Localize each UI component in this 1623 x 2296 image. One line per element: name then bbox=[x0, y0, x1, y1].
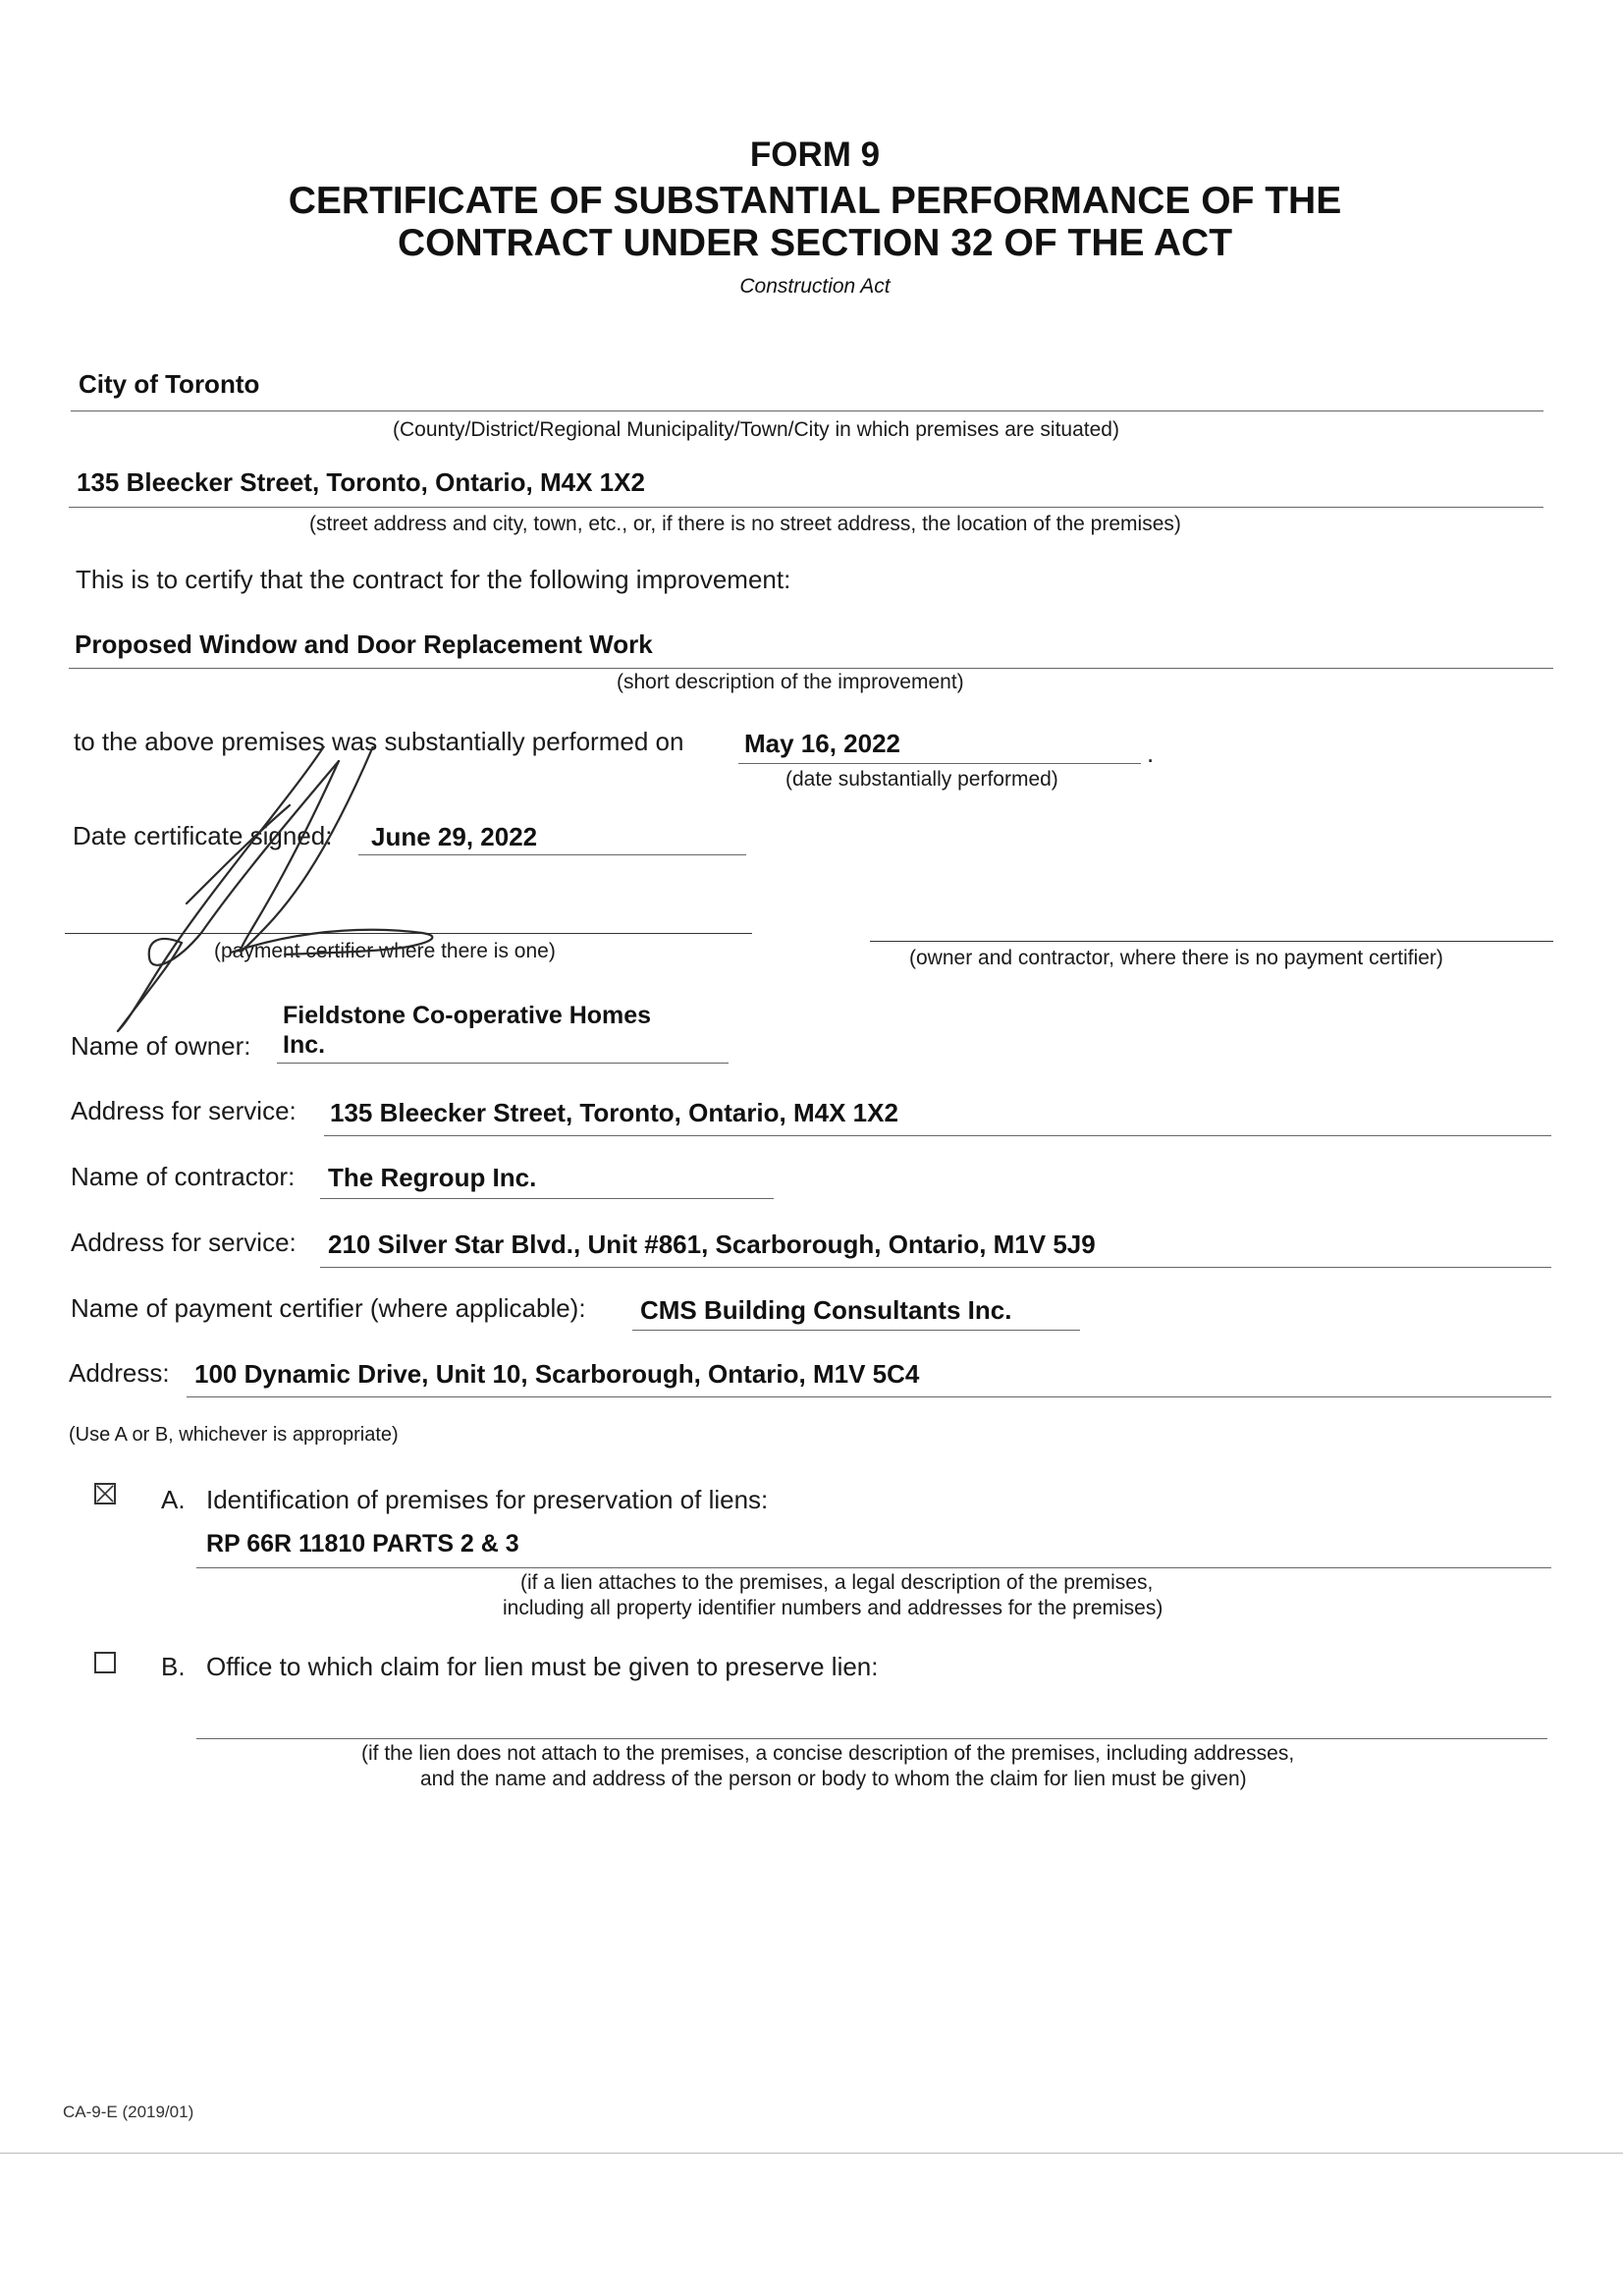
owner-contractor-signature-line bbox=[870, 941, 1553, 942]
form-code: CA-9-E (2019/01) bbox=[63, 2103, 194, 2121]
municipality-line bbox=[71, 410, 1543, 411]
handwritten-signature bbox=[88, 746, 795, 1041]
use-a-or-b-note: (Use A or B, whichever is appropriate) bbox=[69, 1424, 399, 1446]
improvement-line bbox=[69, 668, 1553, 669]
option-a-value: RP 66R 11810 PARTS 2 & 3 bbox=[206, 1530, 519, 1558]
payment-certifier-line bbox=[632, 1330, 1080, 1331]
payment-certifier-caption: (payment certifier where there is one) bbox=[214, 940, 556, 962]
option-b-caption-line1: (if the lien does not attach to the premises, a concise description of the premises, including addresses, bbox=[361, 1742, 1295, 1765]
act-name: Construction Act bbox=[739, 275, 891, 298]
municipality-caption: (County/District/Regional Municipality/Town/City in which premises are situated) bbox=[393, 418, 1119, 441]
option-b-label: Office to which claim for lien must be given to preserve lien: bbox=[206, 1652, 879, 1681]
premises-value: 135 Bleecker Street, Toronto, Ontario, M4X 1X2 bbox=[77, 467, 645, 497]
certifier-address-value: 100 Dynamic Drive, Unit 10, Scarborough, Ontario, M1V 5C4 bbox=[194, 1359, 920, 1389]
form-title-line1: CERTIFICATE OF SUBSTANTIAL PERFORMANCE OF THE bbox=[288, 180, 1342, 222]
payment-certifier-label: Name of payment certifier (where applicable): bbox=[71, 1293, 586, 1323]
certifier-address-line bbox=[187, 1396, 1551, 1397]
performed-date-value: May 16, 2022 bbox=[744, 729, 901, 758]
premises-caption: (street address and city, town, etc., or, if there is no street address, the location of the premises) bbox=[309, 513, 1181, 535]
owner-label: Name of owner: bbox=[71, 1031, 251, 1061]
improvement-caption: (short description of the improvement) bbox=[617, 671, 964, 693]
page-bottom-rule bbox=[0, 2153, 1623, 2154]
checked-x-icon bbox=[96, 1485, 114, 1503]
performed-label: to the above premises was substantially performed on bbox=[74, 727, 684, 756]
payment-certifier-value: CMS Building Consultants Inc. bbox=[640, 1295, 1012, 1325]
performed-period: . bbox=[1147, 738, 1155, 768]
improvement-value: Proposed Window and Door Replacement Work bbox=[75, 629, 653, 659]
form-title-line2: CONTRACT UNDER SECTION 32 OF THE ACT bbox=[397, 222, 1233, 264]
owner-service-label: Address for service: bbox=[71, 1096, 297, 1125]
contractor-service-value: 210 Silver Star Blvd., Unit #861, Scarborough, Ontario, M1V 5J9 bbox=[328, 1230, 1096, 1259]
owner-line bbox=[277, 1063, 729, 1064]
certify-intro: This is to certify that the contract for the following improvement: bbox=[76, 565, 791, 594]
contractor-service-label: Address for service: bbox=[71, 1228, 297, 1257]
option-b-line bbox=[196, 1738, 1547, 1739]
option-b-letter: B. bbox=[161, 1652, 186, 1681]
option-a-caption-line2: including all property identifier numbers and addresses for the premises) bbox=[503, 1597, 1163, 1619]
option-b-checkbox[interactable] bbox=[94, 1652, 116, 1673]
owner-contractor-caption: (owner and contractor, where there is no payment certifier) bbox=[909, 947, 1443, 969]
date-signed-label: Date certificate signed: bbox=[73, 821, 333, 850]
option-a-caption-line1: (if a lien attaches to the premises, a legal description of the premises, bbox=[520, 1571, 1154, 1594]
owner-service-line bbox=[324, 1135, 1551, 1136]
owner-service-value: 135 Bleecker Street, Toronto, Ontario, M4X 1X2 bbox=[330, 1098, 898, 1127]
premises-line bbox=[69, 507, 1543, 508]
option-b-caption-line2: and the name and address of the person or body to whom the claim for lien must be given) bbox=[420, 1768, 1247, 1790]
option-a-line bbox=[196, 1567, 1551, 1568]
option-a-label: Identification of premises for preservation of liens: bbox=[206, 1485, 769, 1514]
contractor-service-line bbox=[320, 1267, 1551, 1268]
owner-value-line1: Fieldstone Co-operative Homes bbox=[283, 1002, 652, 1029]
contractor-line bbox=[320, 1198, 774, 1199]
municipality-value: City of Toronto bbox=[79, 369, 260, 399]
date-signed-value: June 29, 2022 bbox=[371, 822, 538, 851]
form-number: FORM 9 bbox=[749, 136, 881, 174]
contractor-value: The Regroup Inc. bbox=[328, 1163, 537, 1192]
option-a-checkbox[interactable] bbox=[94, 1483, 116, 1504]
performed-date-line bbox=[738, 763, 1141, 764]
contractor-label: Name of contractor: bbox=[71, 1162, 296, 1191]
option-a-letter: A. bbox=[161, 1485, 186, 1514]
certifier-address-label: Address: bbox=[69, 1358, 170, 1388]
performed-caption: (date substantially performed) bbox=[785, 768, 1058, 791]
owner-value-line2: Inc. bbox=[283, 1031, 326, 1059]
